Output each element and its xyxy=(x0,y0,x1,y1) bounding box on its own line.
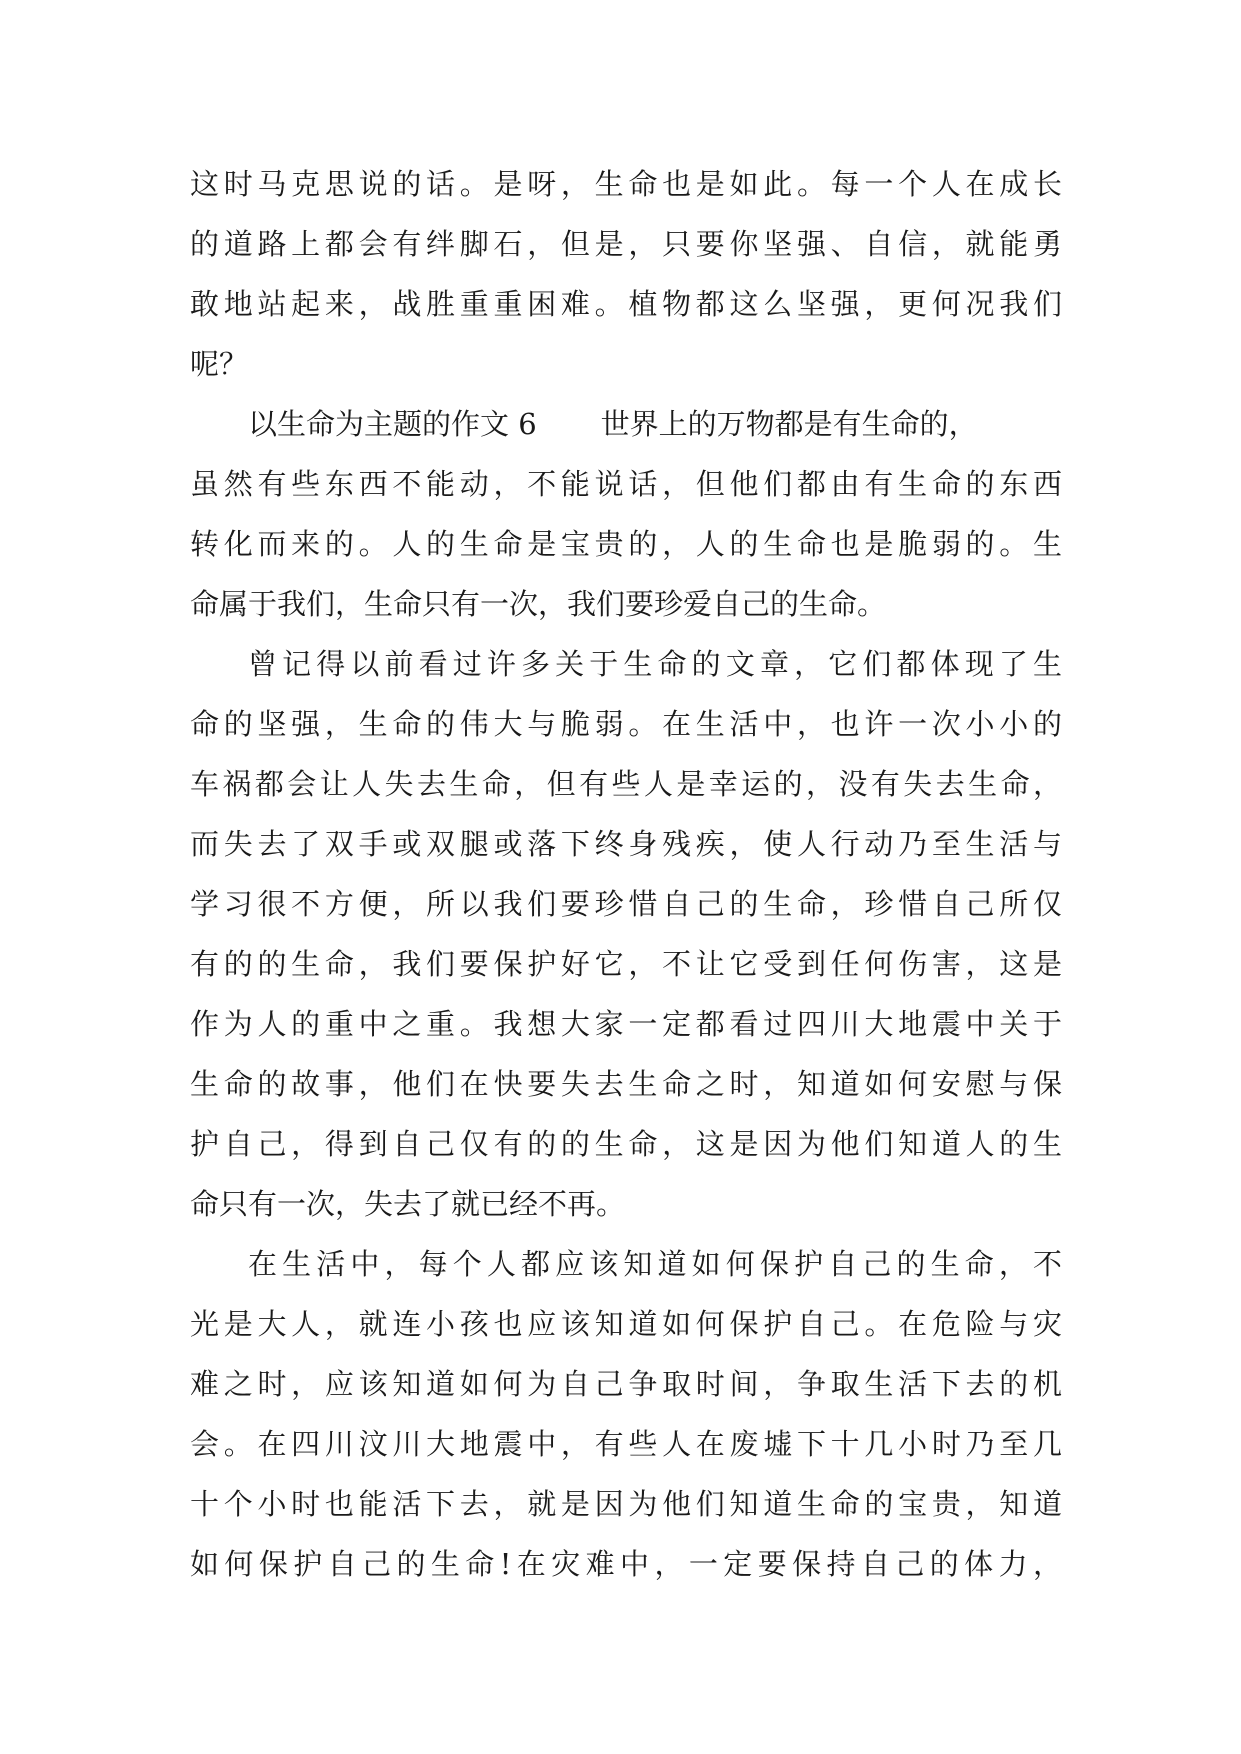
text-line: 命属于我们，生命只有一次，我们要珍爱自己的生命。 xyxy=(190,587,887,621)
text-line: 转化而来的。人的生命是宝贵的，人的生命也是脆弱的。生 xyxy=(190,527,1062,561)
body-text xyxy=(190,154,1062,1594)
text-line: 而失去了双手或双腿或落下终身残疾，使人行动乃至生活与 xyxy=(190,827,1062,861)
text-line: 会。在四川汶川大地震中，有些人在废墟下十几小时乃至几 xyxy=(190,1427,1062,1461)
essay-heading-line xyxy=(190,394,1062,454)
text-line: 有的的生命，我们要保护好它，不让它受到任何伤害，这是 xyxy=(190,947,1062,981)
text-line: 曾记得以前看过许多关于生命的文章，它们都体现了生 xyxy=(248,647,1062,681)
text-line: 车祸都会让人失去生命，但有些人是幸运的，没有失去生命， xyxy=(190,767,1062,801)
essay-title: 以生命为主题的作文 6 xyxy=(248,407,537,441)
text-line: 如何保护自己的生命!在灾难中，一定要保持自己的体力， xyxy=(190,1547,1062,1581)
text-line: 生命的故事，他们在快要失去生命之时，知道如何安慰与保 xyxy=(190,1067,1062,1101)
text-line: 在生活中，每个人都应该知道如何保护自己的生命，不 xyxy=(248,1247,1062,1281)
text-line: 的道路上都会有绊脚石，但是，只要你坚强、自信，就能勇 xyxy=(190,227,1062,261)
text-line: 作为人的重中之重。我想大家一定都看过四川大地震中关于 xyxy=(190,1007,1062,1041)
text-line: 光是大人，就连小孩也应该知道如何保护自己。在危险与灾 xyxy=(190,1307,1062,1341)
text-line: 命的坚强，生命的伟大与脆弱。在生活中，也许一次小小的 xyxy=(190,707,1062,741)
text-line: 学习很不方便，所以我们要珍惜自己的生命，珍惜自己所仅 xyxy=(190,887,1062,921)
text-line: 呢？ xyxy=(190,347,249,381)
text-line: 这时马克思说的话。是呀，生命也是如此。每一个人在成长 xyxy=(190,167,1062,201)
text-line: 难之时，应该知道如何为自己争取时间，争取生活下去的机 xyxy=(190,1367,1062,1401)
text-line: 虽然有些东西不能动，不能说话，但他们都由有生命的东西 xyxy=(190,467,1062,501)
text-line: 敢地站起来，战胜重重困难。植物都这么坚强，更何况我们 xyxy=(190,287,1062,321)
text-line: 护自己，得到自己仅有的的生命，这是因为他们知道人的生 xyxy=(190,1127,1062,1161)
text-line: 命只有一次，失去了就已经不再。 xyxy=(190,1187,626,1221)
text-line: 十个小时也能活下去，就是因为他们知道生命的宝贵，知道 xyxy=(190,1487,1062,1521)
text-line: 世界上的万物都是有生命的， xyxy=(600,407,978,441)
